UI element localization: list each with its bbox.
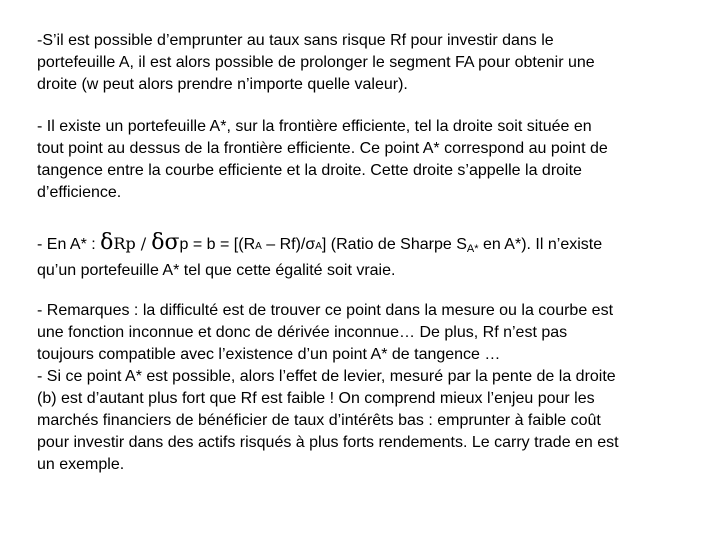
formula-line bbox=[37, 232, 699, 260]
formula-tail: en A*). Il n’existe bbox=[478, 236, 603, 253]
text-line: - Il existe un portefeuille A*, sur la frontière efficiente, tel la droite soit située en bbox=[37, 118, 592, 135]
paragraph-borrowing bbox=[37, 30, 699, 96]
formula-ratio: ] (Ratio de Sharpe S bbox=[321, 236, 467, 253]
delta-symbol: δ bbox=[100, 230, 114, 255]
text-line: tangence entre la courbe efficiente et la droite. Cette droite s’appelle la droite bbox=[37, 162, 582, 179]
formula-minus-rf: – Rf)/ bbox=[261, 236, 306, 253]
text-line: d’efficience. bbox=[37, 184, 122, 201]
paragraph-sharpe-ratio bbox=[37, 232, 699, 282]
text-line: une fonction inconnue et donc de dérivée inconnue… De plus, Rf n’est pas bbox=[37, 324, 568, 341]
text-line: - Remarques : la difficulté est de trouver ce point dans la mesure ou la courbe est bbox=[37, 302, 614, 319]
delta-symbol: δ bbox=[151, 230, 165, 255]
formula-equals: p = b = [(R bbox=[179, 236, 256, 253]
text-line: marchés financiers de bénéficier de taux d’intérêts bas : emprunter à faible coût bbox=[37, 412, 601, 429]
paragraph-tangent-portfolio bbox=[37, 116, 699, 204]
text-line: qu’un portefeuille A* tel que cette égalité soit vraie. bbox=[37, 262, 396, 279]
text-line: pour investir dans des actifs risqués à plus forts rendements. Le carry trade en est bbox=[37, 434, 619, 451]
text-line: - Si ce point A* est possible, alors l’effet de levier, mesuré par la pente de la droite bbox=[37, 368, 616, 385]
text-line: -S’il est possible d’emprunter au taux sans risque Rf pour investir dans le bbox=[37, 32, 554, 49]
text-line: tout point au dessus de la frontière efficiente. Ce point A* correspond au point de bbox=[37, 140, 608, 157]
subscript-a: A bbox=[315, 241, 322, 252]
formula-rp: Rp / bbox=[113, 234, 152, 253]
subscript-a: A bbox=[255, 241, 262, 252]
formula-prefix: - En A* : bbox=[37, 236, 101, 253]
text-line: portefeuille A, il est alors possible de prolonger le segment FA pour obtenir une bbox=[37, 54, 595, 71]
text-line: droite (w peut alors prendre n’importe quelle valeur). bbox=[37, 76, 408, 93]
sigma-symbol: σ bbox=[164, 230, 180, 255]
subscript-a-star: A* bbox=[466, 243, 479, 255]
paragraph-remarks bbox=[37, 300, 699, 476]
text-line: (b) est d’autant plus fort que Rf est faible ! On comprend mieux l’enjeu pour les bbox=[37, 390, 595, 407]
sigma-symbol: σ bbox=[305, 236, 316, 253]
text-line: un exemple. bbox=[37, 456, 125, 473]
text-line: toujours compatible avec l’existence d’un point A* de tangence … bbox=[37, 346, 501, 363]
